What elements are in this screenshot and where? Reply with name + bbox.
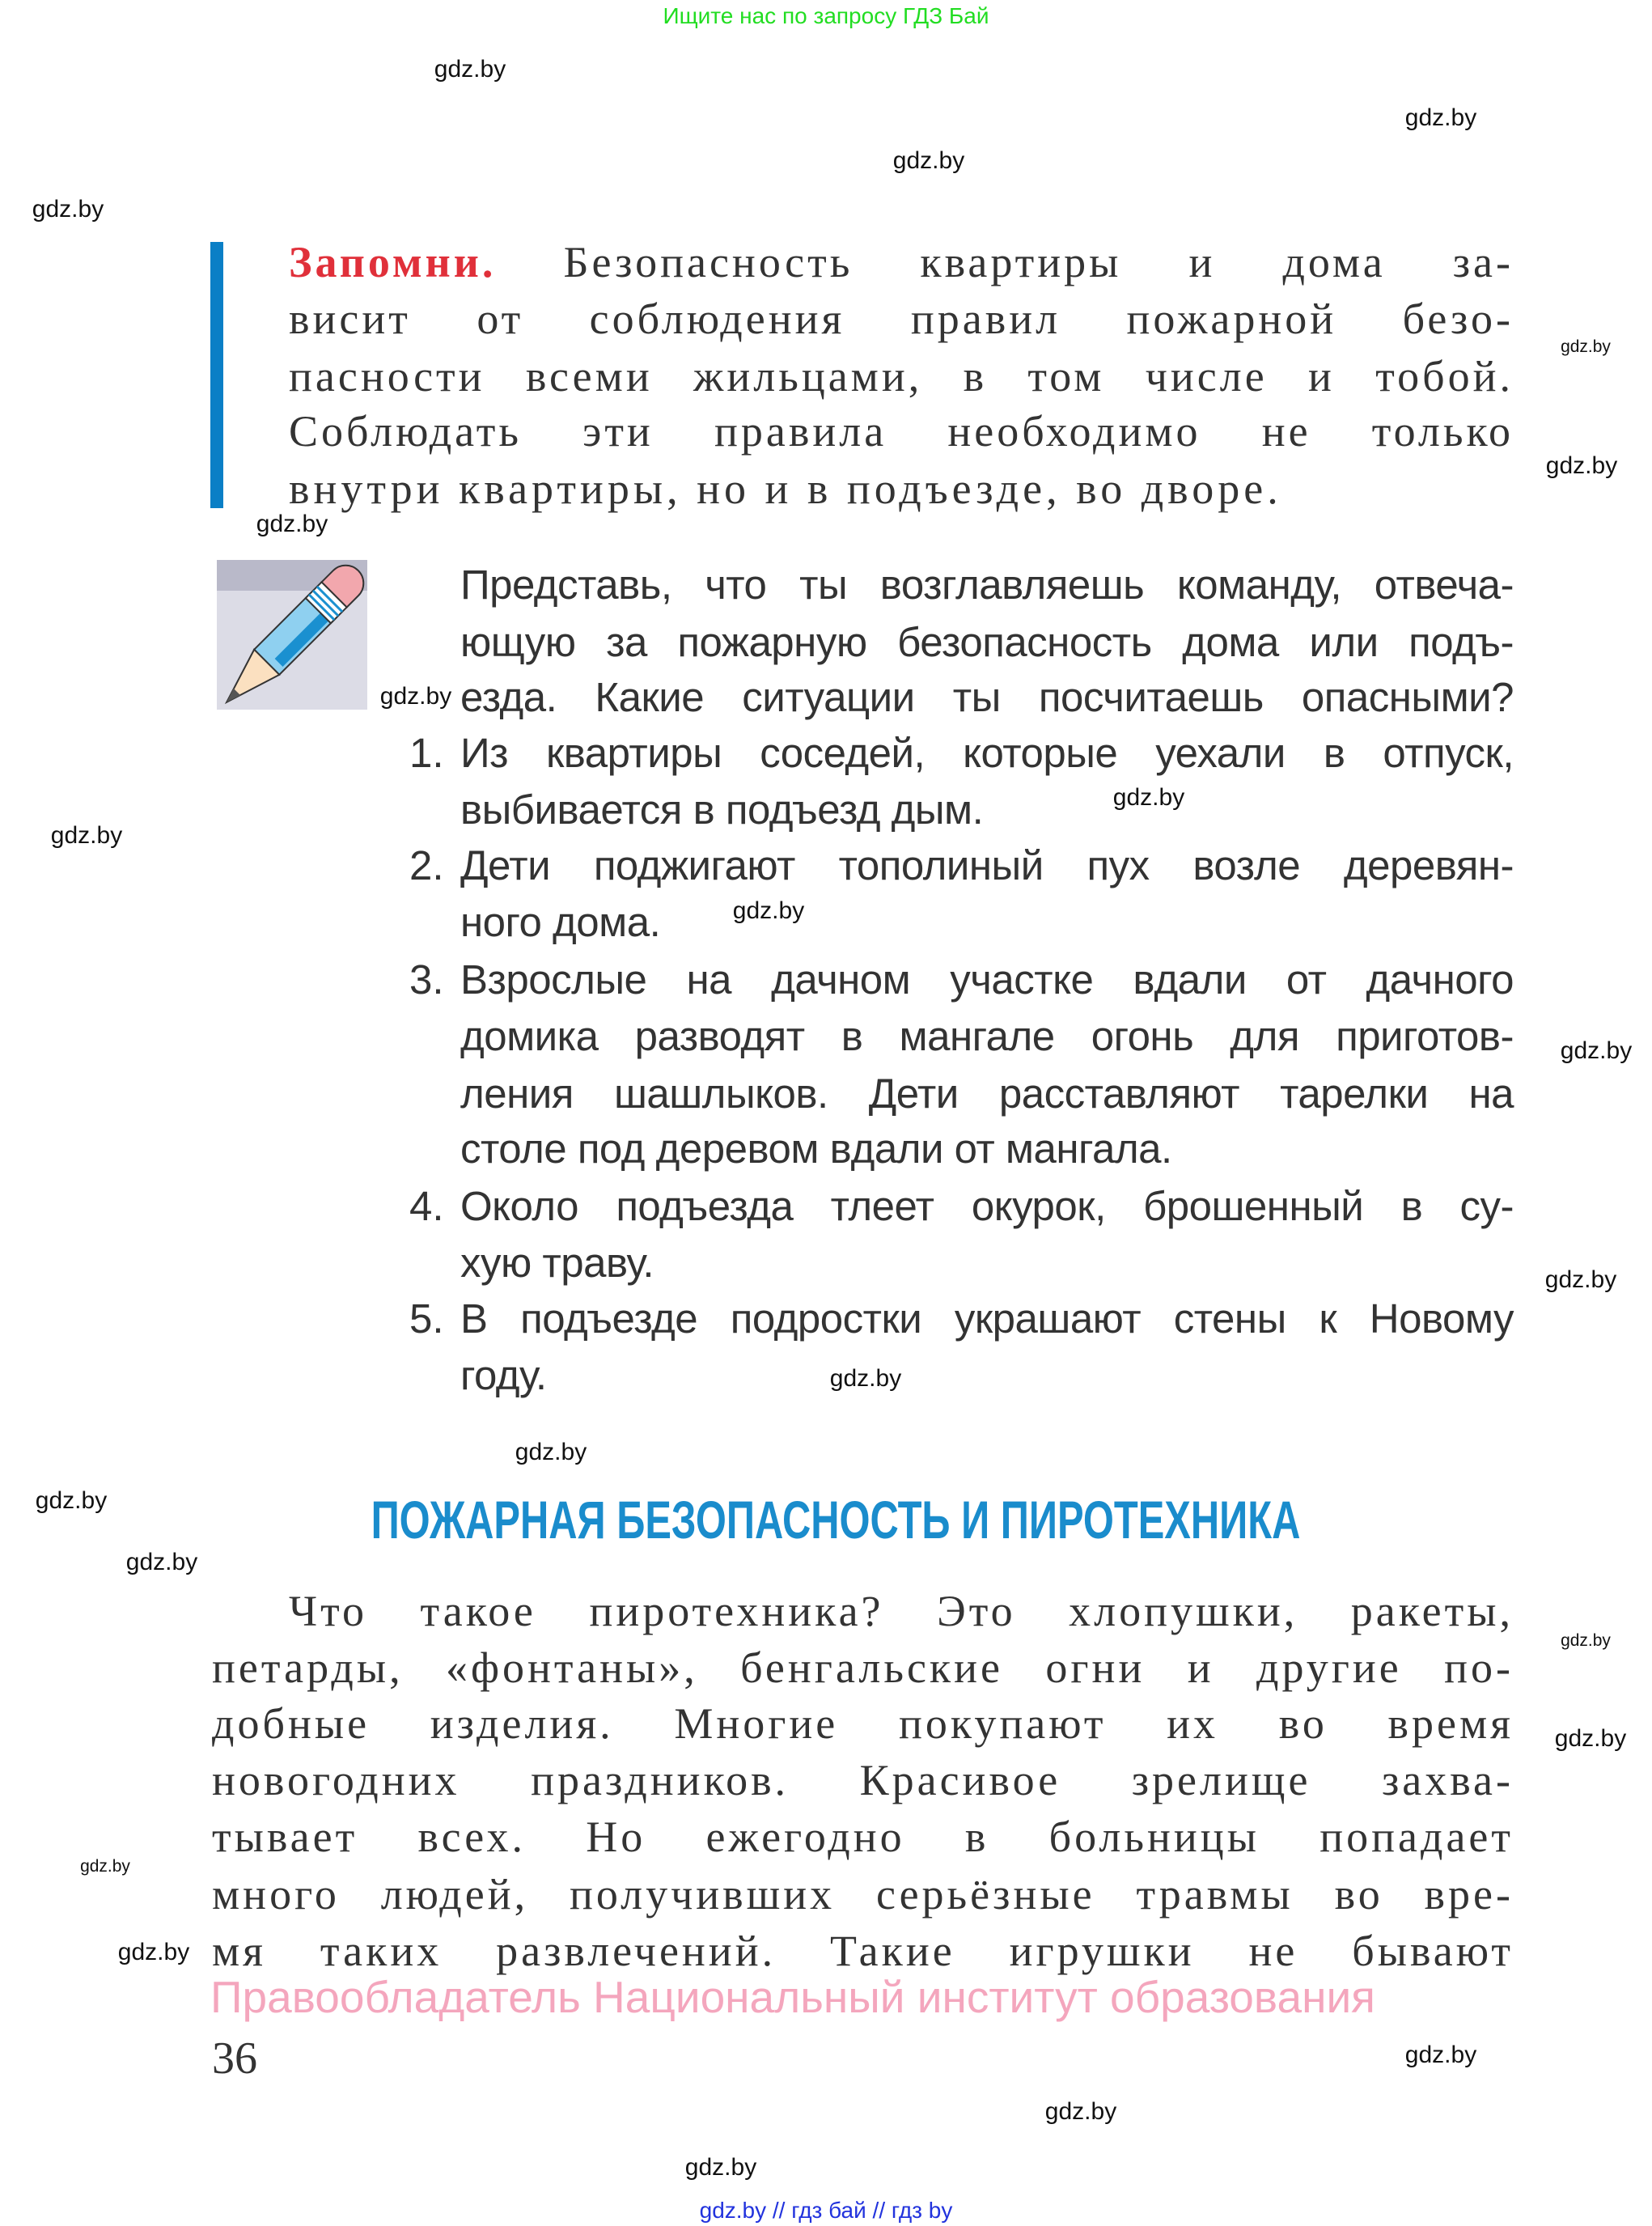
section-line: Что такое пиротехника? Это хлопушки, ракеты,	[289, 1587, 1514, 1635]
page-number: 36	[212, 2033, 257, 2084]
remember-text: Безопасность квартиры и дома за-	[563, 238, 1514, 286]
remember-line	[289, 234, 1514, 290]
item-line: Из квартиры соседей, которые уехали в отпуск,	[460, 730, 1514, 776]
item-number: 4.	[409, 1183, 444, 1229]
watermark: gdz.by	[1560, 1037, 1633, 1064]
item-line: Около подъезда тлеет окурок, брошенный в су-	[460, 1183, 1514, 1229]
item-line: домика разводят в мангале огонь для приготов-	[460, 1013, 1514, 1059]
section-line: много людей, получивших серьёзные травмы во вре-	[212, 1870, 1514, 1919]
watermark: gdz.by	[1544, 1266, 1617, 1293]
watermark: gdz.by	[1404, 104, 1477, 131]
task-intro-line: езда. Какие ситуации ты посчитаешь опасными?	[460, 674, 1514, 720]
remember-line: пасности всеми жильцами, в том числе и тобой.	[289, 352, 1514, 401]
watermark: gdz.by	[1554, 1725, 1627, 1752]
watermark: gdz.by	[379, 683, 452, 710]
watermark: gdz.by	[515, 1439, 587, 1465]
remember-label: Запомни.	[289, 238, 497, 286]
item-number: 5.	[409, 1295, 444, 1342]
item-line: столе под деревом вдали от мангала.	[460, 1126, 1172, 1172]
watermark: gdz.by	[892, 147, 965, 174]
watermark: gdz.by	[80, 1857, 130, 1876]
copyright-notice: Правообладатель Национальный институт образования	[210, 1972, 1375, 2022]
watermark: gdz.by	[1404, 2042, 1477, 2068]
search-hint: Ищите нас по запросу ГДЗ Бай	[663, 3, 989, 28]
watermark: gdz.by	[1545, 452, 1618, 479]
watermark: gdz.by	[732, 897, 805, 924]
item-number: 1.	[409, 730, 444, 776]
watermark: gdz.by	[1561, 1631, 1611, 1650]
watermark: gdz.by	[434, 56, 506, 83]
watermark: gdz.by	[35, 1487, 108, 1514]
task-intro-line: Представь, что ты возглавляешь команду, отвеча-	[460, 562, 1514, 608]
item-line: В подъезде подростки украшают стены к Новому	[460, 1295, 1514, 1342]
watermark: gdz.by	[117, 1939, 190, 1965]
remember-accent-bar	[210, 242, 223, 508]
watermark: gdz.by	[50, 822, 123, 849]
section-line: тывает всех. Но ежегодно в больницы попадает	[212, 1813, 1514, 1861]
item-line: ного дома.	[460, 899, 661, 945]
section-line: новогодних праздников. Красивое зрелище захва-	[212, 1756, 1514, 1804]
item-line: хую траву.	[460, 1240, 654, 1286]
item-number: 3.	[409, 956, 444, 1003]
watermark: gdz.by	[829, 1365, 902, 1392]
item-line: ления шашлыков. Дети расставляют тарелки на	[460, 1071, 1514, 1117]
item-line: году.	[460, 1352, 547, 1398]
section-line: петарды, «фонтаны», бенгальские огни и другие по-	[212, 1643, 1514, 1692]
task-intro-line: ющую за пожарную безопасность дома или подъ-	[460, 619, 1514, 665]
item-line: выбивается в подъезд дым.	[460, 787, 984, 833]
remember-line: внутри квартиры, но и в подъезде, во дворе.	[289, 464, 1282, 513]
watermark: gdz.by	[256, 511, 328, 537]
watermark: gdz.by	[125, 1549, 198, 1575]
watermark: gdz.by	[1112, 784, 1185, 811]
watermark: gdz.by	[684, 2154, 757, 2181]
section-heading: ПОЖАРНАЯ БЕЗОПАСНОСТЬ И ПИРОТЕХНИКА	[371, 1490, 1301, 1550]
watermark: gdz.by	[32, 196, 104, 223]
item-line: Дети поджигают тополиный пух возле деревян-	[460, 842, 1514, 888]
footer-links[interactable]: gdz.by // гдз бай // гдз by	[699, 2198, 953, 2223]
item-number: 2.	[409, 842, 444, 888]
section-line: мя таких развлечений. Такие игрушки не бывают	[212, 1927, 1514, 1975]
item-line: Взрослые на дачном участке вдали от дачного	[460, 956, 1514, 1003]
pencil-icon	[209, 558, 371, 720]
watermark: gdz.by	[1044, 2098, 1117, 2125]
watermark: gdz.by	[1561, 337, 1611, 356]
remember-line: Соблюдать эти правила необходимо не только	[289, 407, 1514, 456]
section-line: добные изделия. Многие покупают их во время	[212, 1699, 1514, 1748]
remember-line: висит от соблюдения правил пожарной безо-	[289, 295, 1514, 343]
